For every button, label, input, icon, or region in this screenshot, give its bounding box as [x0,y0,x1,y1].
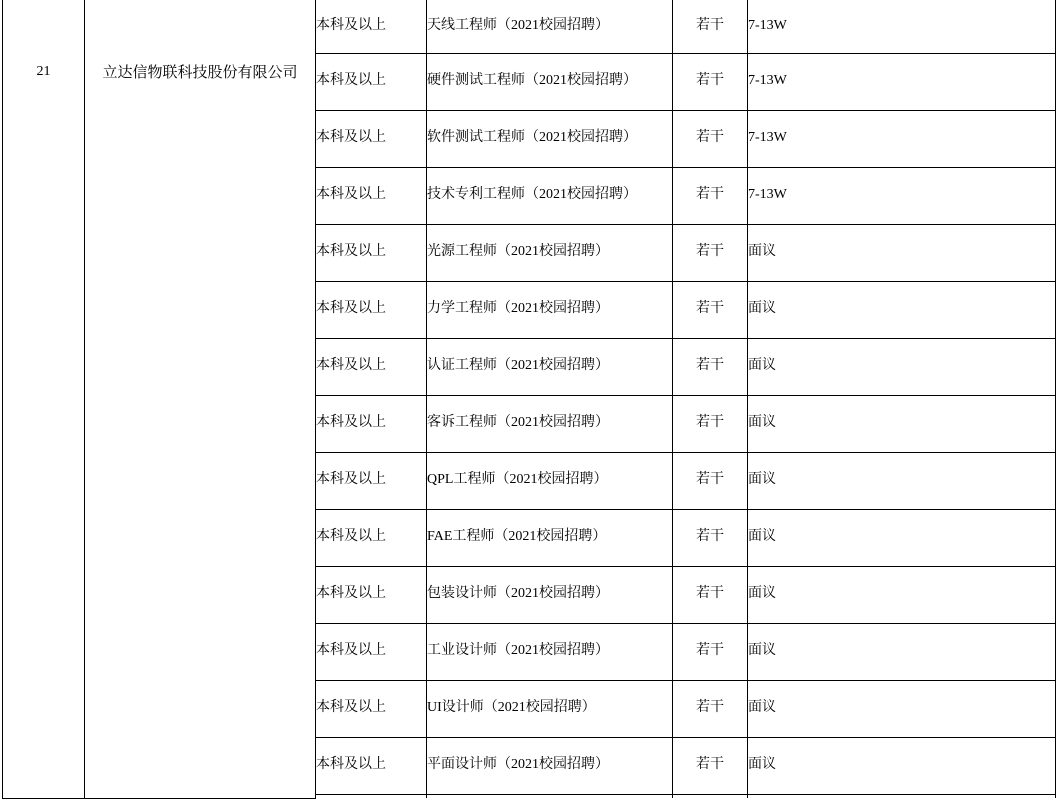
count-cell: 若干 [673,623,748,680]
company-cell [85,0,316,798]
position-cell: 力学工程师（2021校园招聘） [427,281,673,338]
education-cell: 本科及以上 [316,452,427,509]
position-cell: 硬件测试工程师（2021校园招聘） [427,53,673,110]
count-cell: 若干 [673,281,748,338]
education-cell: 本科及以上 [316,281,427,338]
salary-cell: 7-13W [748,0,1056,53]
education-cell-empty [316,794,427,798]
salary-cell-empty [748,794,1056,798]
count-cell: 若干 [673,737,748,794]
salary-cell: 7-13W [748,167,1056,224]
salary-cell: 7-13W [748,110,1056,167]
position-cell: FAE工程师（2021校园招聘） [427,509,673,566]
count-cell: 若干 [673,110,748,167]
position-cell: QPL工程师（2021校园招聘） [427,452,673,509]
count-cell: 若干 [673,167,748,224]
position-cell: 包装设计师（2021校园招聘） [427,566,673,623]
recruitment-table [2,0,1056,799]
salary-cell: 面议 [748,281,1056,338]
salary-cell: 面议 [748,566,1056,623]
education-cell: 本科及以上 [316,0,427,53]
count-cell: 若干 [673,0,748,53]
count-cell: 若干 [673,509,748,566]
count-cell: 若干 [673,395,748,452]
count-cell-empty [673,794,748,798]
education-cell: 本科及以上 [316,680,427,737]
salary-cell: 面议 [748,338,1056,395]
position-cell: 客诉工程师（2021校园招聘） [427,395,673,452]
salary-cell: 面议 [748,395,1056,452]
salary-cell: 面议 [748,452,1056,509]
row-number-cell [3,0,85,798]
salary-cell: 7-13W [748,53,1056,110]
salary-cell: 面议 [748,224,1056,281]
position-cell: 技术专利工程师（2021校园招聘） [427,167,673,224]
salary-cell: 面议 [748,509,1056,566]
position-cell: 光源工程师（2021校园招聘） [427,224,673,281]
count-cell: 若干 [673,53,748,110]
education-cell: 本科及以上 [316,623,427,680]
count-cell: 若干 [673,338,748,395]
salary-cell: 面议 [748,680,1056,737]
position-cell: UI设计师（2021校园招聘） [427,680,673,737]
education-cell: 本科及以上 [316,395,427,452]
position-cell: 软件测试工程师（2021校园招聘） [427,110,673,167]
count-cell: 若干 [673,680,748,737]
education-cell: 本科及以上 [316,167,427,224]
position-cell: 工业设计师（2021校园招聘） [427,623,673,680]
education-cell: 本科及以上 [316,53,427,110]
row-number: 21 [36,64,51,79]
education-cell: 本科及以上 [316,566,427,623]
education-cell: 本科及以上 [316,338,427,395]
count-cell: 若干 [673,566,748,623]
position-cell: 认证工程师（2021校园招聘） [427,338,673,395]
education-cell: 本科及以上 [316,509,427,566]
position-cell: 天线工程师（2021校园招聘） [427,0,673,53]
count-cell: 若干 [673,452,748,509]
count-cell: 若干 [673,224,748,281]
education-cell: 本科及以上 [316,737,427,794]
company-name: 立达信物联科技股份有限公司 [102,65,298,81]
salary-cell: 面议 [748,737,1056,794]
salary-cell: 面议 [748,623,1056,680]
education-cell: 本科及以上 [316,224,427,281]
position-cell-empty [427,794,673,798]
education-cell: 本科及以上 [316,110,427,167]
position-cell: 平面设计师（2021校园招聘） [427,737,673,794]
